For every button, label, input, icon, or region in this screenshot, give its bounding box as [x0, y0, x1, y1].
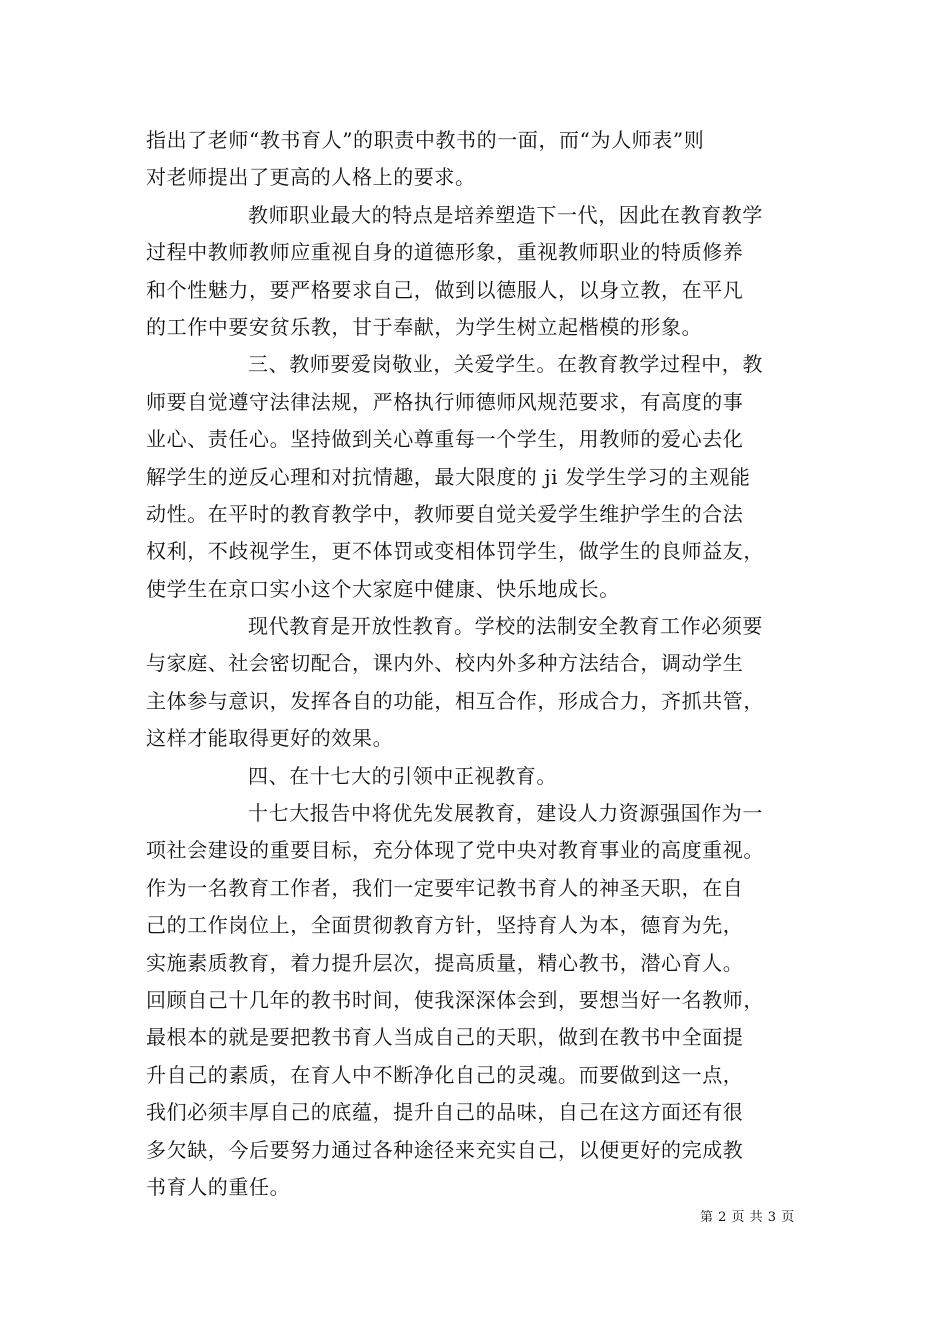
text-line: 业心、责任心。坚持做到关心尊重每一个学生，用教师的爱心去化 — [146, 427, 744, 452]
text-line: 升自己的素质，在育人中不断净化自己的灵魂。而要做到这一点， — [146, 1062, 744, 1087]
text-line: 项社会建设的重要目标，充分体现了党中央对教育事业的高度重视。 — [146, 838, 764, 863]
text-line: 最根本的就是要把教书育人当成自己的天职，做到在教书中全面提 — [146, 1025, 744, 1050]
text-line: 解学生的逆反心理和对抗情趣，最大限度的 ji 发学生学习的主观能 — [146, 464, 751, 489]
paragraph-start: 十七大报告中将优先发展教育，建设人力资源强国作为一 — [248, 801, 763, 826]
text-line: 这样才能取得更好的效果。 — [146, 726, 394, 751]
text-line: 师要自觉遵守法律法规，严格执行师德师风规范要求，有高度的事 — [146, 389, 744, 414]
section-heading-four: 四、在十七大的引领中正视教育。 — [248, 763, 557, 788]
page-number-footer: 第 2 页 共 3 页 — [700, 1210, 795, 1225]
text-line: 权利，不歧视学生，更不体罚或变相体罚学生，做学生的良师益友， — [146, 539, 764, 564]
section-heading-three: 三、教师要爱岗敬业，关爱学生。在教育教学过程中，教 — [248, 352, 763, 377]
text-line: 动性。在平时的教育教学中，教师要自觉关爱学生维护学生的合法 — [146, 501, 744, 526]
text-line: 主体参与意识，发挥各自的功能，相互合作，形成合力，齐抓共管， — [146, 688, 764, 713]
text-line: 己的工作岗位上，全面贯彻教育方针，坚持育人为本，德育为先， — [146, 913, 744, 938]
text-line: 指出了老师“教书育人”的职责中教书的一面，而“为人师表”则 — [146, 128, 705, 152]
text-line: 作为一名教育工作者，我们一定要牢记教书育人的神圣天职，在自 — [146, 875, 744, 900]
text-line: 对老师提出了更高的人格上的要求。 — [146, 165, 476, 190]
text-line: 使学生在京口实小这个大家庭中健康、快乐地成长。 — [146, 576, 620, 601]
text-line: 回顾自己十几年的教书时间，使我深深体会到，要想当好一名教师， — [146, 987, 764, 1012]
text-line: 与家庭、社会密切配合，课内外、校内外多种方法结合，调动学生 — [146, 651, 744, 676]
text-line: 的工作中要安贫乐教，甘于奉献，为学生树立起楷模的形象。 — [146, 314, 703, 339]
text-line: 书育人的重任。 — [146, 1174, 291, 1199]
text-line: 和个性魅力，要严格要求自己，做到以德服人，以身立教，在平凡 — [146, 277, 744, 302]
document-body — [146, 122, 808, 1206]
text-line: 过程中教师教师应重视自身的道德形象，重视教师职业的特质修养 — [146, 240, 744, 265]
paragraph-start: 教师职业最大的特点是培养塑造下一代，因此在教育教学 — [248, 202, 763, 227]
text-line: 实施素质教育，着力提升层次，提高质量，精心教书，潜心育人。 — [146, 950, 744, 975]
paragraph-start: 现代教育是开放性教育。学校的法制安全教育工作必须要 — [248, 614, 763, 639]
text-line: 我们必须丰厚自己的底蕴，提升自己的品味，自己在这方面还有很 — [146, 1100, 744, 1125]
text-line: 多欠缺，今后要努力通过各种途径来充实自己，以便更好的完成教 — [146, 1137, 744, 1162]
